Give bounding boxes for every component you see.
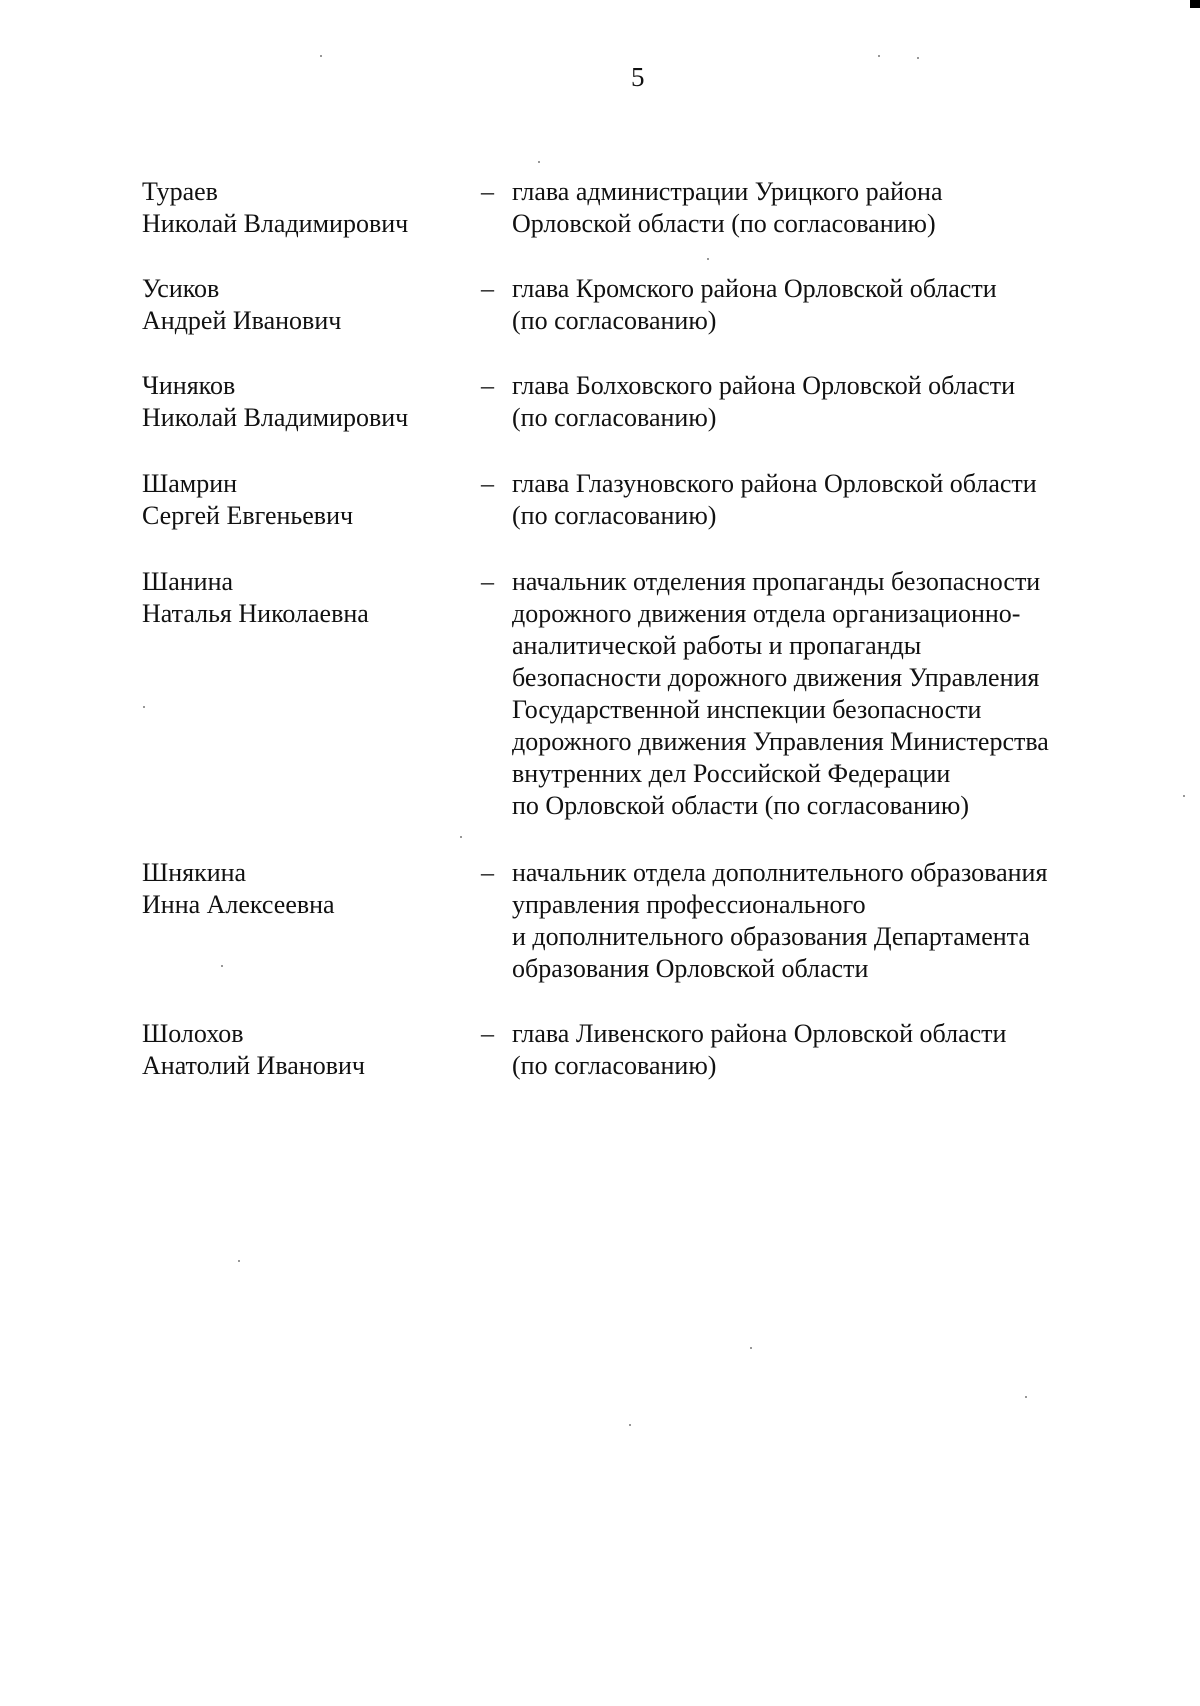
member-given-names: Андрей Иванович — [142, 306, 342, 335]
member-position — [512, 1018, 1006, 1082]
member-given-names: Николай Владимирович — [142, 209, 409, 238]
position-line: глава Ливенского района Орловской области — [512, 1019, 1007, 1048]
scan-speck — [750, 1347, 752, 1349]
member-position — [512, 857, 1047, 985]
position-line: безопасности дорожного движения Управления — [512, 663, 1040, 692]
position-line: начальник отделения пропаганды безопасности — [512, 567, 1041, 596]
member-name — [142, 1018, 365, 1082]
scan-speck — [460, 836, 462, 838]
scan-speck — [878, 55, 880, 57]
member-surname: Усиков — [142, 274, 220, 303]
member-given-names: Наталья Николаевна — [142, 599, 369, 628]
scan-speck — [320, 55, 322, 57]
member-surname: Шанина — [142, 567, 234, 596]
position-line: дорожного движения отдела организационно- — [512, 599, 1021, 628]
member-surname: Чиняков — [142, 371, 236, 400]
entry-dash: – — [481, 469, 494, 498]
position-line: управления профессионального — [512, 890, 866, 919]
position-line: (по согласованию) — [512, 1051, 717, 1080]
scan-speck — [238, 1260, 240, 1262]
member-surname: Шамрин — [142, 469, 238, 498]
member-position — [512, 566, 1049, 822]
member-name — [142, 566, 369, 630]
position-line: начальник отдела дополнительного образования — [512, 858, 1048, 887]
member-position — [512, 370, 1015, 434]
scan-speck — [221, 965, 223, 967]
position-line: образования Орловской области — [512, 954, 869, 983]
position-line: Орловской области (по согласованию) — [512, 209, 936, 238]
position-line: аналитической работы и пропаганды — [512, 631, 922, 660]
scan-speck — [707, 258, 709, 260]
position-line: (по согласованию) — [512, 403, 717, 432]
page-number: 5 — [631, 62, 645, 92]
member-surname: Шолохов — [142, 1019, 244, 1048]
position-line: и дополнительного образования Департамента — [512, 922, 1030, 951]
position-line: Государственной инспекции безопасности — [512, 695, 982, 724]
scan-speck — [629, 1424, 631, 1426]
member-given-names: Инна Алексеевна — [142, 890, 335, 919]
position-line: по Орловской области (по согласованию) — [512, 791, 970, 820]
scan-speck — [1183, 795, 1185, 797]
entry-dash: – — [481, 274, 494, 303]
member-name — [142, 857, 335, 921]
position-line: глава Глазуновского района Орловской области — [512, 469, 1037, 498]
position-line: глава администрации Урицкого района — [512, 177, 943, 206]
member-given-names: Сергей Евгеньевич — [142, 501, 354, 530]
member-position — [512, 176, 943, 240]
member-name — [142, 370, 408, 434]
member-position — [512, 468, 1037, 532]
member-given-names: Анатолий Иванович — [142, 1051, 365, 1080]
position-line: (по согласованию) — [512, 501, 717, 530]
member-name — [142, 176, 408, 240]
entry-dash: – — [481, 858, 494, 887]
member-given-names: Николай Владимирович — [142, 403, 409, 432]
entry-dash: – — [481, 1019, 494, 1048]
member-surname: Тураев — [142, 177, 218, 206]
position-line: глава Болховского района Орловской области — [512, 371, 1016, 400]
member-name — [142, 468, 353, 532]
scan-speck — [917, 57, 919, 59]
position-line: дорожного движения Управления Министерства — [512, 727, 1049, 756]
position-line: (по согласованию) — [512, 306, 717, 335]
position-line: внутренних дел Российской Федерации — [512, 759, 951, 788]
entry-dash: – — [481, 567, 494, 596]
member-position — [512, 273, 997, 337]
scan-speck — [143, 706, 145, 708]
member-surname: Шнякина — [142, 858, 247, 887]
entry-dash: – — [481, 177, 494, 206]
scan-speck — [1025, 1396, 1027, 1398]
position-line: глава Кромского района Орловской области — [512, 274, 997, 303]
scan-speck — [538, 161, 540, 163]
member-name — [142, 273, 341, 337]
scan-margin-mark — [1190, 0, 1200, 8]
entry-dash: – — [481, 371, 494, 400]
